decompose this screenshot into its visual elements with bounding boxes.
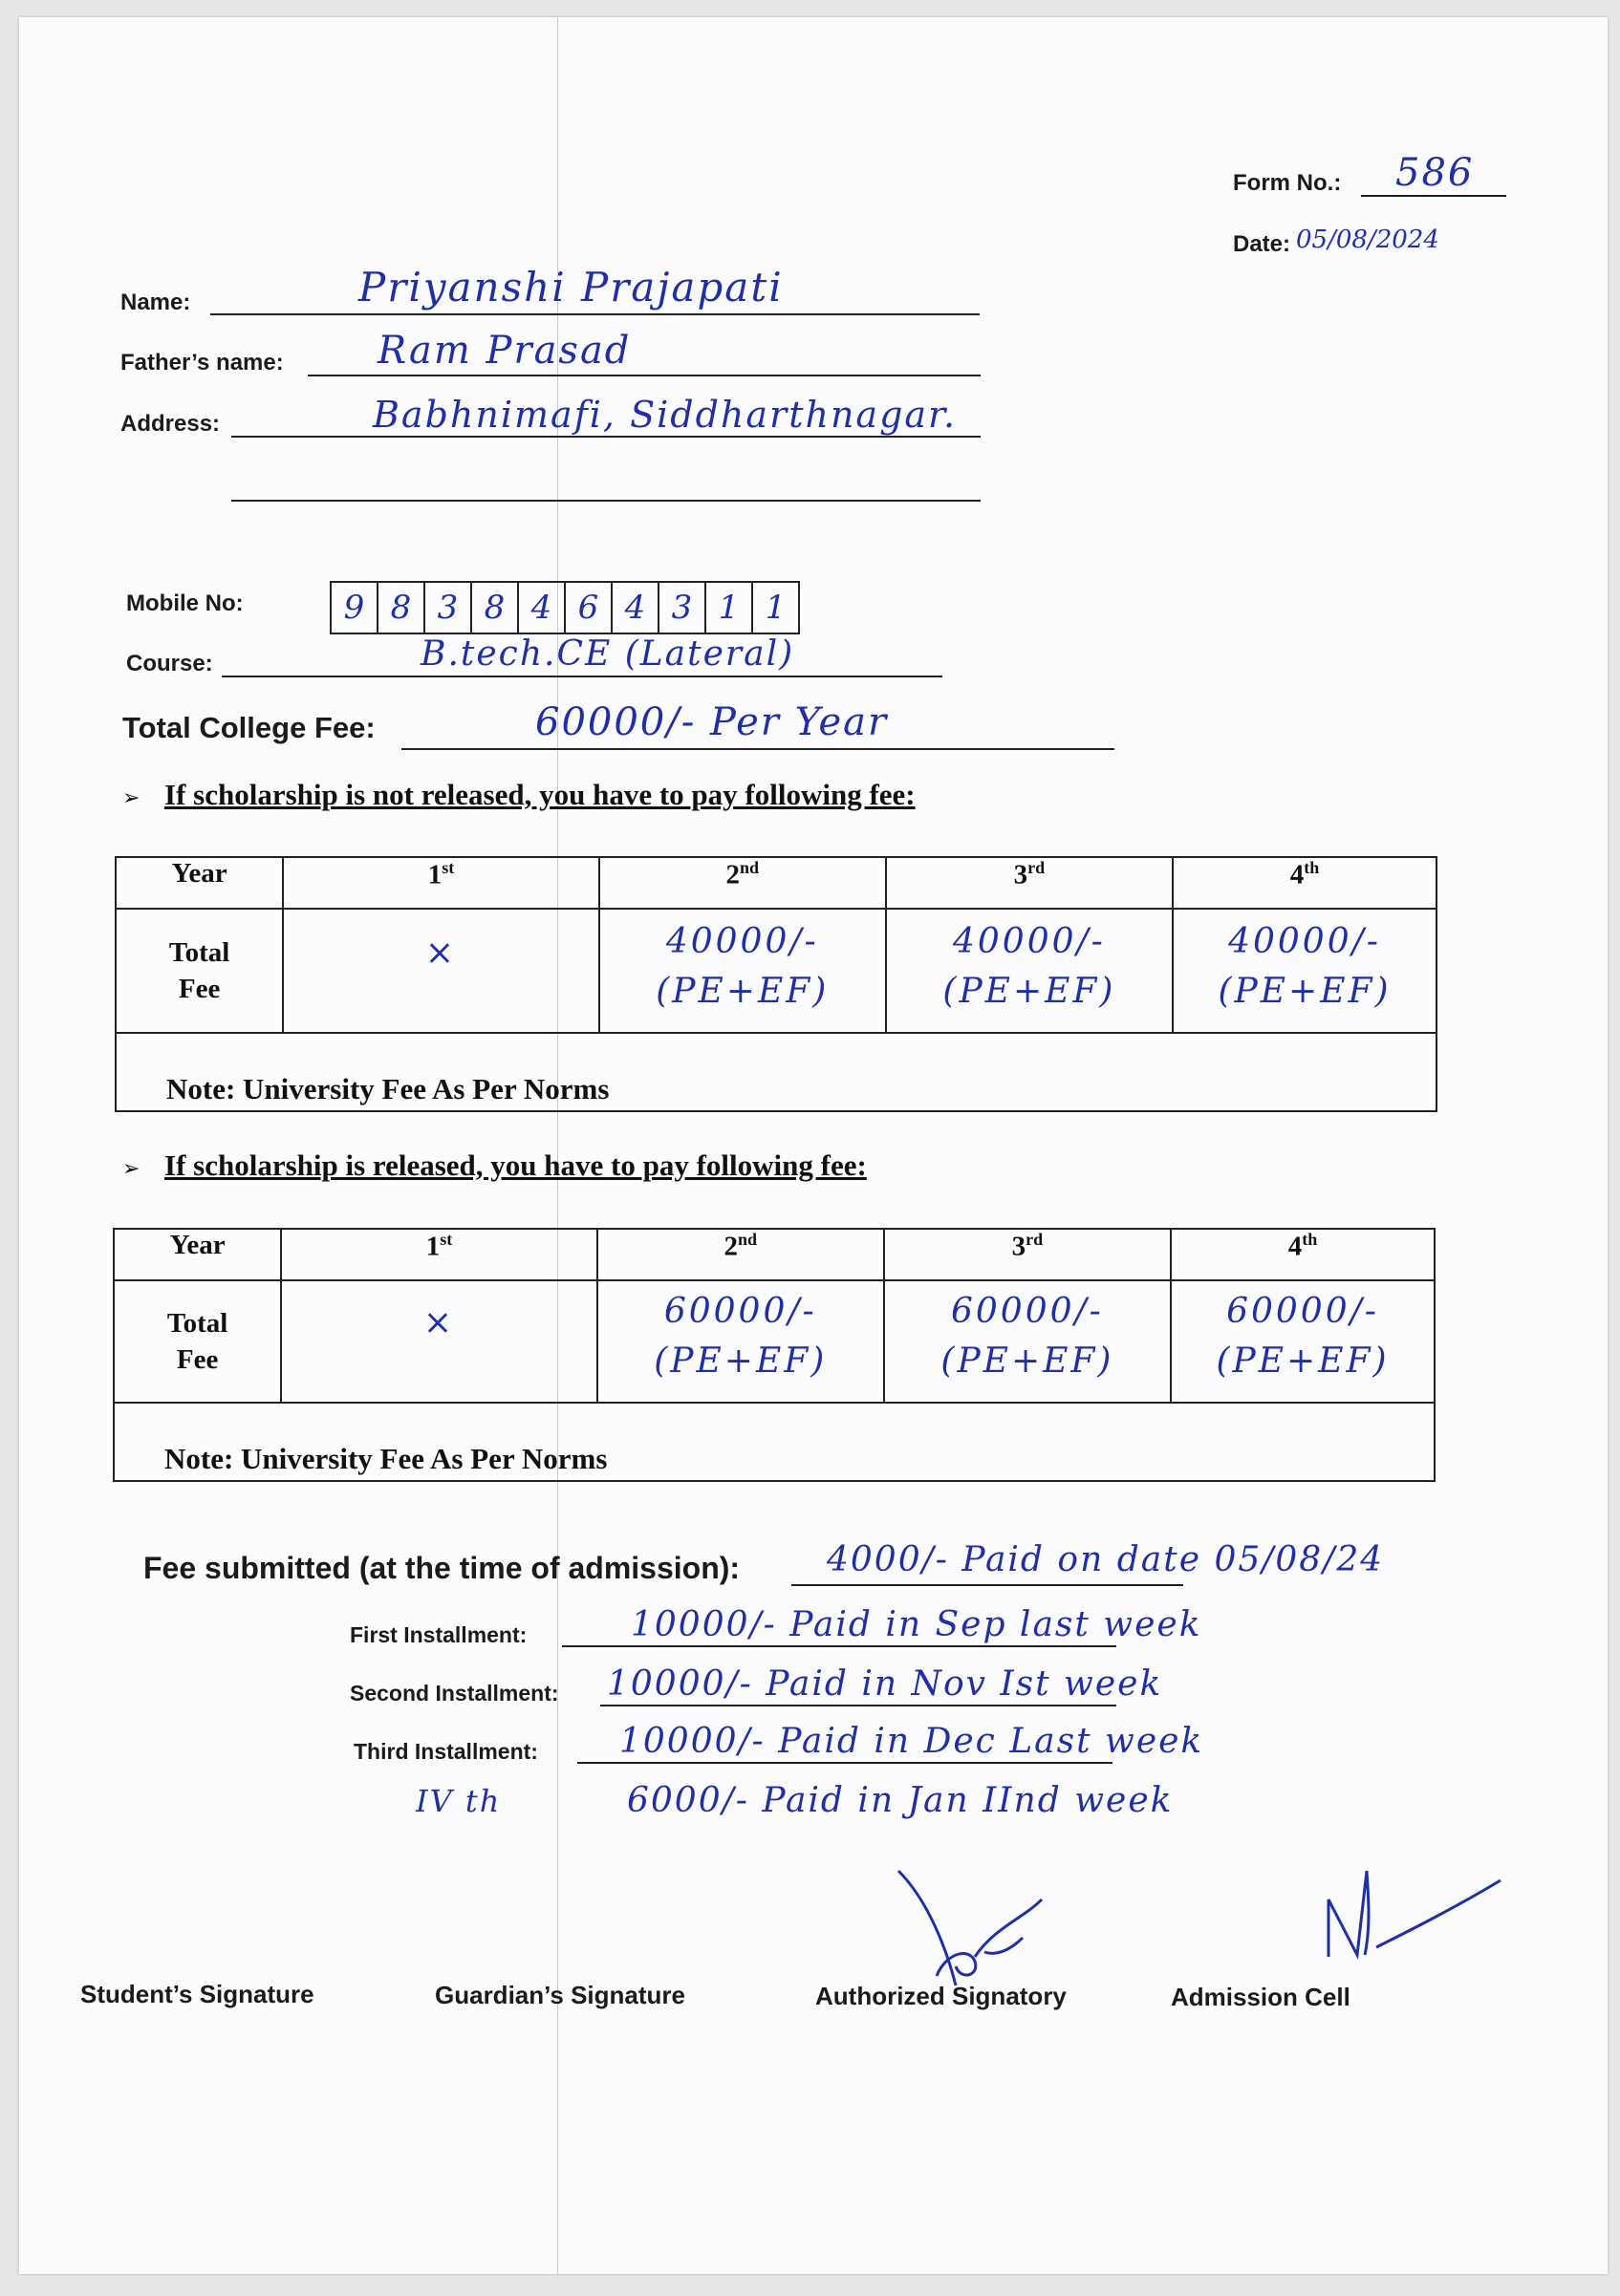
mobile-digit-box: 4 [517, 581, 566, 634]
date-label: Date: [1233, 231, 1291, 257]
released-heading: If scholarship is released, you have to pay following fee: [164, 1148, 867, 1182]
second-installment-value: 10000/- Paid in Nov Ist week [607, 1664, 1163, 1704]
mobile-digit-box: 3 [423, 581, 472, 634]
fourth-installment-value: 6000/- Paid in Jan IInd week [627, 1781, 1174, 1820]
fee-cell-year-3: 60000/- (PE+EF) [884, 1280, 1171, 1403]
year-1-header: 1st [283, 857, 598, 909]
name-label: Name: [120, 290, 191, 315]
fee-table-released [113, 1228, 1436, 1482]
address-value: Babhnimafi, Siddharthnagar. [373, 394, 958, 436]
address-line-1 [231, 436, 981, 438]
year-2-header: 2nd [599, 857, 886, 909]
bullet-arrow-icon: ➢ [122, 1157, 140, 1181]
mobile-digit-box: 8 [470, 581, 519, 634]
year-header: Year [114, 1229, 281, 1280]
fee-table-not-released [115, 856, 1437, 1112]
name-line [210, 313, 980, 315]
fourth-installment-label: IV th [416, 1783, 502, 1819]
father-name-line [308, 375, 981, 376]
father-name-value: Ram Prasad [378, 329, 632, 373]
fee-cell-year-1: × [281, 1280, 596, 1403]
mobile-digit-box: 9 [330, 581, 378, 634]
name-value: Priyanshi Prajapati [358, 264, 784, 311]
first-installment-value: 10000/- Paid in Sep last week [631, 1605, 1202, 1644]
address-label: Address: [120, 411, 221, 437]
form-no-line [1361, 195, 1506, 197]
second-installment-label: Second Installment: [350, 1681, 559, 1706]
fee-cell-year-3: 40000/- (PE+EF) [886, 909, 1173, 1033]
university-fee-note: Note: University Fee As Per Norms [114, 1403, 1435, 1481]
year-4-header: 4th [1171, 1229, 1435, 1280]
fee-submitted-line [791, 1584, 1183, 1586]
mobile-label: Mobile No: [126, 590, 244, 616]
mobile-digit-box: 1 [751, 581, 800, 634]
year-3-header: 3rd [884, 1229, 1171, 1280]
course-label: Course: [126, 651, 213, 676]
fee-submitted-value: 4000/- Paid on date 05/08/24 [827, 1540, 1385, 1579]
total-fee-label: Total College Fee: [122, 711, 376, 744]
bullet-arrow-icon: ➢ [122, 786, 140, 810]
total-fee-value: 60000/- Per Year [535, 700, 889, 744]
date-value: 05/08/2024 [1296, 225, 1439, 254]
first-installment-line [562, 1645, 1116, 1647]
mobile-digit-box: 6 [564, 581, 613, 634]
mobile-number-boxes [332, 581, 800, 634]
fee-cell-year-2: 60000/- (PE+EF) [597, 1280, 884, 1403]
fee-cell-year-2: 40000/- (PE+EF) [599, 909, 886, 1033]
mobile-digit-box: 1 [704, 581, 753, 634]
second-installment-line [600, 1705, 1116, 1706]
student-signature-label: Student’s Signature [80, 1980, 314, 2008]
third-installment-line [577, 1762, 1112, 1764]
mobile-digit-box: 4 [611, 581, 659, 634]
total-fee-row-label: Total Fee [114, 1280, 281, 1403]
year-4-header: 4th [1173, 857, 1436, 909]
fee-submitted-label: Fee submitted (at the time of admission): [143, 1551, 741, 1585]
form-no-label: Form No.: [1233, 170, 1342, 196]
form-page [19, 17, 1608, 2274]
third-installment-label: Third Installment: [354, 1739, 538, 1764]
course-value: B.tech.CE (Lateral) [421, 634, 795, 674]
fee-cell-year-4: 40000/- (PE+EF) [1173, 909, 1436, 1033]
third-installment-value: 10000/- Paid in Dec Last week [619, 1722, 1204, 1761]
admission-cell-label: Admission Cell [1171, 1983, 1350, 2011]
total-fee-row-label: Total Fee [116, 909, 283, 1033]
fee-cell-year-1: × [283, 909, 598, 1033]
mobile-digit-box: 8 [377, 581, 425, 634]
form-no-value: 586 [1395, 151, 1475, 195]
authorized-signatory-label: Authorized Signatory [815, 1982, 1067, 2010]
not-released-heading: If scholarship is not released, you have to pay following fee: [164, 778, 916, 811]
year-1-header: 1st [281, 1229, 596, 1280]
course-line [222, 676, 942, 677]
father-name-label: Father’s name: [120, 350, 284, 376]
first-installment-label: First Installment: [350, 1622, 528, 1647]
admission-cell-signature-mark [1290, 1842, 1510, 1976]
year-2-header: 2nd [597, 1229, 884, 1280]
mobile-digit-box: 3 [658, 581, 706, 634]
university-fee-note: Note: University Fee As Per Norms [116, 1033, 1436, 1111]
guardian-signature-label: Guardian’s Signature [435, 1981, 685, 2009]
year-3-header: 3rd [886, 857, 1173, 909]
fee-cell-year-4: 60000/- (PE+EF) [1171, 1280, 1435, 1403]
address-line-2 [231, 500, 981, 502]
total-fee-line [401, 748, 1114, 750]
year-header: Year [116, 857, 283, 909]
